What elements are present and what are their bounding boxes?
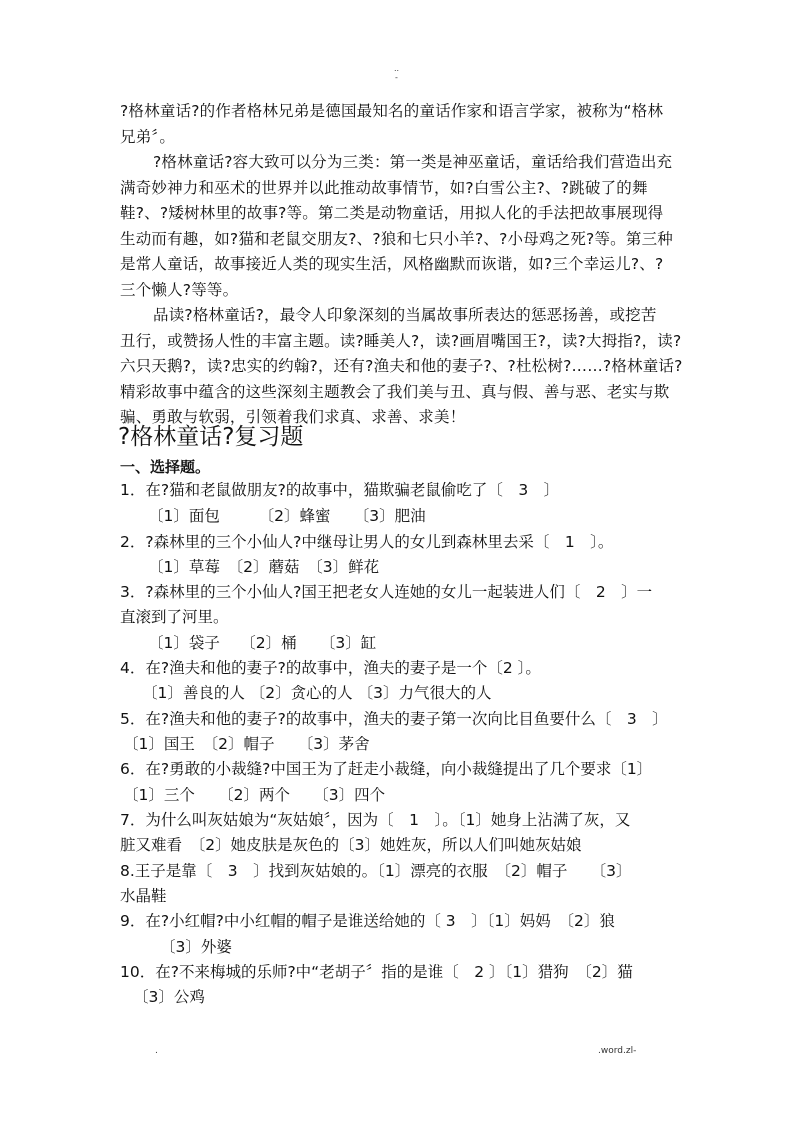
question-line: 直滚到了河里。	[120, 608, 229, 626]
section-heading: 一、选择题。	[120, 458, 211, 476]
question-line: 〔1〕善良的人 〔2〕贪心的人 〔3〕力气很大的人	[142, 684, 492, 702]
text-line: 是常人童话，故事接近人类的现实生活，风格幽默而诙谐，如?三个幸运儿?、?	[120, 255, 664, 273]
question-line: 〔1〕袋子 〔2〕桶 〔3〕缸	[148, 634, 377, 652]
question-line: 5．在?渔夫和他的妻子?的故事中，渔夫的妻子第一次向比目鱼要什么〔 3 〕	[120, 710, 668, 728]
intro-paragraph-2	[120, 150, 673, 303]
text-line: 生动而有趣，如?猫和老鼠交朋友?、?狼和七只小羊?、?小母鸡之死?等。第三种	[120, 229, 673, 248]
text-line: 六只天鹅?，读?忠实的约翰?，还有?渔夫和他的妻子?、?杜松树?……?格林童话?	[120, 357, 683, 375]
question-line: 〔1〕三个 〔2〕两个 〔3〕四个	[123, 786, 386, 804]
question-line: 1．在?猫和老鼠做朋友?的故事中，猫欺骗老鼠偷吃了〔 3 〕	[120, 481, 560, 499]
text-line: 兄弟〞。	[120, 127, 176, 146]
text-line: ?格林童话?的作者格林兄弟是德国最知名的童话作家和语言学家，被称为“格林	[120, 102, 664, 120]
question-line: 4．在?渔夫和他的妻子?的故事中，渔夫的妻子是一个〔2 〕。	[120, 659, 541, 677]
footer-right-text: .word.zl-	[598, 1046, 637, 1056]
question-line: 〔1〕面包 〔2〕蜂蜜 〔3〕肥油	[148, 507, 426, 525]
question-line: 水晶鞋	[120, 887, 167, 905]
header-mark-dash: -	[395, 73, 398, 82]
question-line: 6．在?勇敢的小裁缝?中国王为了赶走小裁缝，向小裁缝提出了几个要求〔1〕	[120, 760, 653, 778]
text-line: 丑行，或赞扬人性的丰富主题。读?睡美人?，读?画眉嘴国王?，读?大拇指?，读?	[120, 331, 682, 350]
footer-left-mark: .	[155, 1046, 158, 1056]
question-line: 8.王子是靠〔 3 〕找到灰姑娘的。〔1〕漂亮的衣服 〔2〕帽子 〔3〕	[120, 862, 632, 880]
question-line: 2．?森林里的三个小仙人?中继母让男人的女儿到森林里去采〔 1 〕。	[120, 533, 614, 551]
text-line: ?格林童话?容大致可以分为三类：第一类是神巫童话，童话给我们营造出充	[153, 153, 673, 171]
intro-paragraph-1	[120, 99, 663, 150]
question-line: 3．?森林里的三个小仙人?国王把老女人连她的女儿一起装进人们〔 2 〕一	[120, 583, 653, 601]
intro-paragraph-3	[120, 303, 683, 431]
question-line: 〔1〕国王 〔2〕帽子 〔3〕茅舍	[123, 735, 370, 753]
question-line: 9．在?小红帽?中小红帽的帽子是谁送给她的〔 3 〕〔1〕妈妈 〔2〕狼	[120, 912, 615, 930]
text-line: 鞋?、?矮树林里的故事?等。第二类是动物童话，用拟人化的手法把故事展现得	[120, 204, 664, 222]
question-line: 〔3〕公鸡	[133, 988, 205, 1006]
question-line: 7．为什么叫灰姑娘为“灰姑娘〞，因为〔 1 〕。〔1〕她身上沾满了灰，又	[120, 811, 631, 829]
page-title: ?格林童话?复习题	[118, 424, 304, 450]
text-line: 三个懒人?等等。	[120, 280, 239, 299]
text-line: 品读?格林童话?，最令人印象深刻的当属故事所表达的惩恶扬善，或挖苦	[153, 306, 657, 324]
question-line: 〔3〕外婆	[160, 938, 232, 956]
question-line: 10．在?不来梅城的乐师?中“老胡子〞指的是谁〔 2 〕〔1〕猎狗 〔2〕猫	[120, 963, 633, 981]
text-line: 满奇妙神力和巫术的世界并以此推动故事情节，如?白雪公主?、?跳破了的舞	[120, 178, 648, 197]
question-line: 〔1〕草莓 〔2〕蘑菇 〔3〕鲜花	[148, 558, 380, 576]
header-mark-dots: ..	[394, 64, 400, 73]
question-line: 脏又难看 〔2〕她皮肤是灰色的〔3〕她姓灰，所以人们叫她灰姑娘	[120, 836, 582, 854]
text-line: 精彩故事中蕴含的这些深刻主题教会了我们美与丑、真与假、善与恶、老实与欺	[120, 382, 670, 401]
text-line: 骗、勇敢与软弱，引领着我们求真、求善、求美！	[120, 408, 466, 426]
